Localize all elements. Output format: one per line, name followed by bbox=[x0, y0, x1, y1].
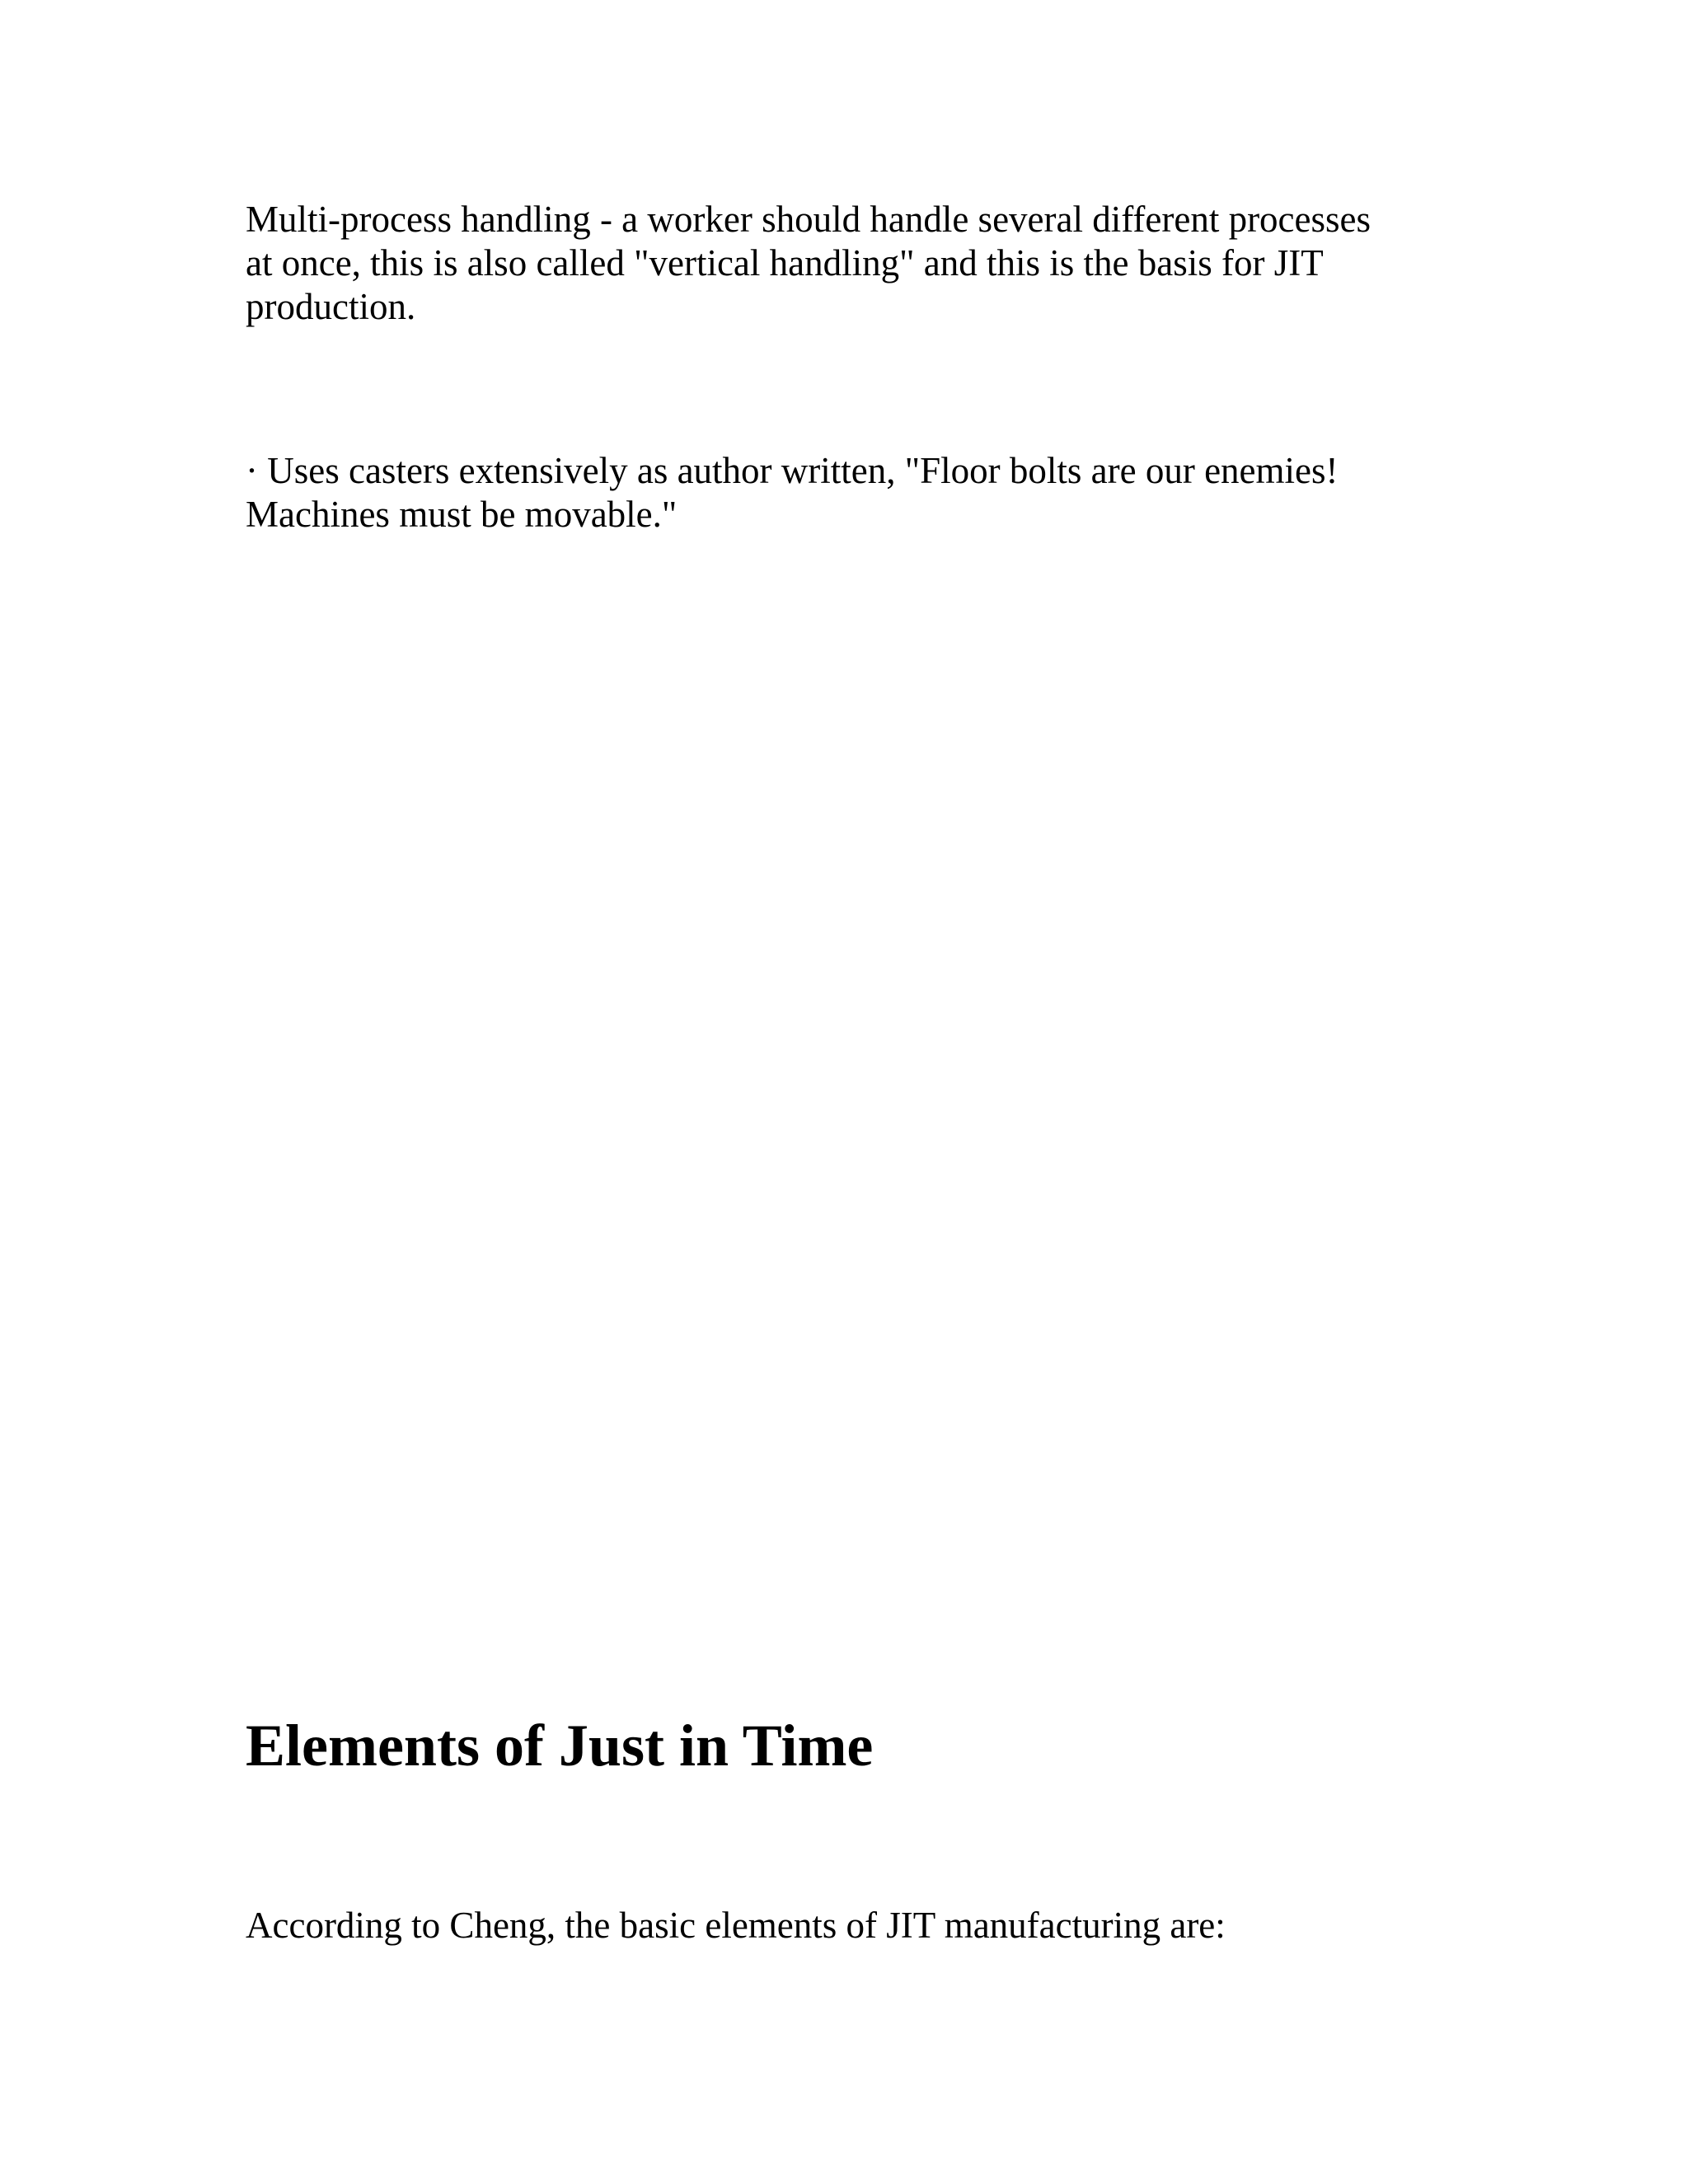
paragraph-line: · Uses casters extensively as author written, "Floor bolts are our enemies! bbox=[246, 450, 1339, 491]
multi-process-handling-paragraph bbox=[246, 198, 1465, 329]
casters-bullet-paragraph bbox=[246, 449, 1465, 537]
paragraph-line: Multi-process handling - a worker should handle several different processes bbox=[246, 199, 1372, 240]
paragraph-line: According to Cheng, the basic elements of JIT manufacturing are: bbox=[246, 1905, 1226, 1946]
paragraph-line: production. bbox=[246, 286, 416, 327]
paragraph-line: at once, this is also called "vertical handling" and this is the basis for JIT bbox=[246, 242, 1324, 284]
paragraph-line: Machines must be movable." bbox=[246, 494, 678, 535]
cheng-intro-paragraph bbox=[246, 1904, 1465, 1947]
section-heading: Elements of Just in Time bbox=[246, 1713, 874, 1779]
